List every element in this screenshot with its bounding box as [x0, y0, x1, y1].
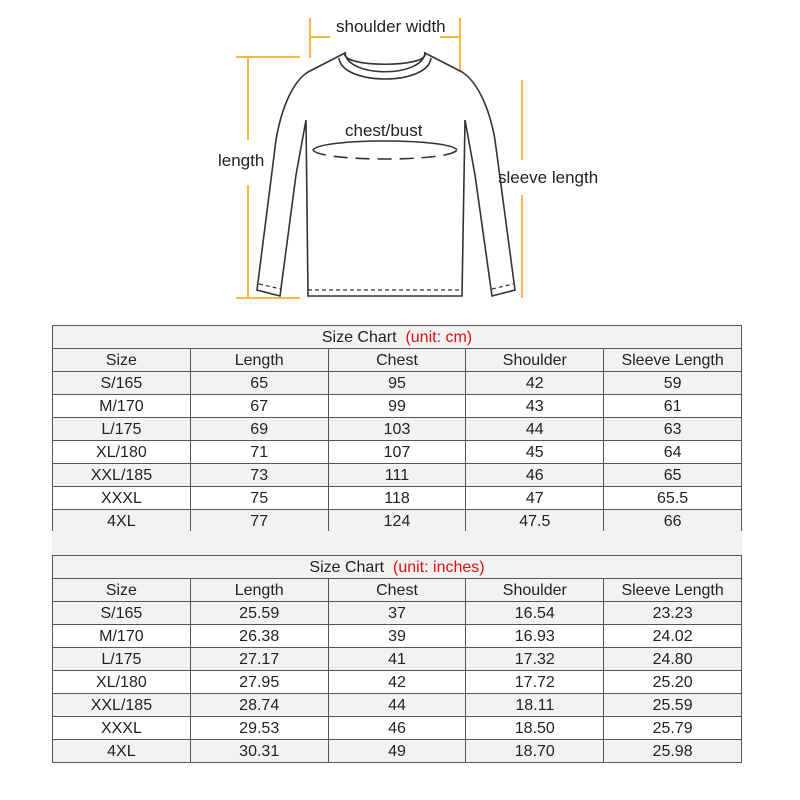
table-cell: 95 — [328, 372, 466, 395]
header-size: Size — [53, 349, 191, 372]
table-cell: 26.38 — [190, 625, 328, 648]
size-chart-cm-table — [52, 325, 742, 533]
table-row — [53, 671, 742, 694]
table-body — [53, 602, 742, 763]
table-cell: 44 — [328, 694, 466, 717]
table-cell: 63 — [604, 418, 742, 441]
table-row — [53, 625, 742, 648]
table-cell: 103 — [328, 418, 466, 441]
table-row — [53, 441, 742, 464]
table-cell: 46 — [328, 717, 466, 740]
table-cell: 39 — [328, 625, 466, 648]
header-length: Length — [190, 349, 328, 372]
table-cell: 77 — [190, 510, 328, 533]
table-cell: 107 — [328, 441, 466, 464]
table-title — [53, 326, 742, 349]
table-cell: 4XL — [53, 740, 191, 763]
table-cell: 47 — [466, 487, 604, 510]
table-row — [53, 717, 742, 740]
table-cell: 17.72 — [466, 671, 604, 694]
table-row — [53, 648, 742, 671]
table-row — [53, 372, 742, 395]
table-cell: 30.31 — [190, 740, 328, 763]
table-cell: 75 — [190, 487, 328, 510]
table-cell: 25.98 — [604, 740, 742, 763]
table-row — [53, 694, 742, 717]
table-cell: S/165 — [53, 372, 191, 395]
table-cell: 4XL — [53, 510, 191, 533]
table-cell: 44 — [466, 418, 604, 441]
table-cell: 49 — [328, 740, 466, 763]
chest-bust-label: chest/bust — [345, 121, 423, 140]
table-cell: 61 — [604, 395, 742, 418]
table-cell: 65 — [604, 464, 742, 487]
table-cell: XXXL — [53, 487, 191, 510]
table-cell: 18.70 — [466, 740, 604, 763]
header-size: Size — [53, 579, 191, 602]
header-length: Length — [190, 579, 328, 602]
size-chart-inches-table — [52, 555, 742, 763]
table-cell: 42 — [466, 372, 604, 395]
table-cell: 27.17 — [190, 648, 328, 671]
table-cell: 45 — [466, 441, 604, 464]
table-cell: 65 — [190, 372, 328, 395]
table-cell: 25.59 — [604, 694, 742, 717]
table-cell: 47.5 — [466, 510, 604, 533]
table-cell: 66 — [604, 510, 742, 533]
header-chest: Chest — [328, 349, 466, 372]
header-sleeve-length: Sleeve Length — [604, 579, 742, 602]
table-cell: 99 — [328, 395, 466, 418]
table-body — [53, 372, 742, 533]
table-cell: 24.80 — [604, 648, 742, 671]
table-cell: 43 — [466, 395, 604, 418]
table-cell: 67 — [190, 395, 328, 418]
table-cell: M/170 — [53, 625, 191, 648]
table-row — [53, 510, 742, 533]
table-cell: 25.79 — [604, 717, 742, 740]
table-cell: L/175 — [53, 418, 191, 441]
table-cell: 118 — [328, 487, 466, 510]
table-cell: 28.74 — [190, 694, 328, 717]
table-row — [53, 740, 742, 763]
table-cell: 18.50 — [466, 717, 604, 740]
table-row — [53, 487, 742, 510]
table-cell: 59 — [604, 372, 742, 395]
table-row — [53, 464, 742, 487]
measurement-diagram — [0, 0, 800, 320]
unit-label: (unit: inches) — [393, 558, 485, 576]
shirt-outline — [257, 53, 515, 296]
table-header-row — [53, 579, 742, 602]
table-row — [53, 418, 742, 441]
table-cell: 37 — [328, 602, 466, 625]
table-cell: 111 — [328, 464, 466, 487]
table-cell: 64 — [604, 441, 742, 464]
table-cell: 65.5 — [604, 487, 742, 510]
table-cell: 23.23 — [604, 602, 742, 625]
table-cell: 25.59 — [190, 602, 328, 625]
table-cell: 41 — [328, 648, 466, 671]
header-shoulder: Shoulder — [466, 579, 604, 602]
sleeve-length-label: sleeve length — [498, 168, 599, 187]
table-row — [53, 395, 742, 418]
table-header-row — [53, 349, 742, 372]
header-shoulder: Shoulder — [466, 349, 604, 372]
table-cell: M/170 — [53, 395, 191, 418]
table-title-text: Size Chart — [321, 328, 397, 346]
table-cell: 17.32 — [466, 648, 604, 671]
unit-label: (unit: cm) — [405, 328, 473, 346]
table-cell: 16.54 — [466, 602, 604, 625]
table-cell: 73 — [190, 464, 328, 487]
header-chest: Chest — [328, 579, 466, 602]
length-label: length — [218, 151, 265, 170]
shoulder-width-label: shoulder width — [336, 17, 446, 36]
table-cell: XXL/185 — [53, 694, 191, 717]
table-cell: 46 — [466, 464, 604, 487]
header-sleeve-length: Sleeve Length — [604, 349, 742, 372]
table-cell: 24.02 — [604, 625, 742, 648]
table-cell: L/175 — [53, 648, 191, 671]
table-cell: 27.95 — [190, 671, 328, 694]
table-cell: 124 — [328, 510, 466, 533]
table-cell: S/165 — [53, 602, 191, 625]
table-cell: 25.20 — [604, 671, 742, 694]
table-cell: 71 — [190, 441, 328, 464]
table-cell: XXXL — [53, 717, 191, 740]
table-cell: XL/180 — [53, 441, 191, 464]
table-cell: XL/180 — [53, 671, 191, 694]
table-cell: 42 — [328, 671, 466, 694]
table-cell: 29.53 — [190, 717, 328, 740]
table-cell: 16.93 — [466, 625, 604, 648]
table-separator — [52, 531, 742, 555]
table-cell: XXL/185 — [53, 464, 191, 487]
table-title-text: Size Chart — [309, 558, 385, 576]
table-cell: 18.11 — [466, 694, 604, 717]
long-sleeve-shirt-icon — [0, 0, 800, 320]
table-row — [53, 602, 742, 625]
table-title — [53, 556, 742, 579]
table-cell: 69 — [190, 418, 328, 441]
